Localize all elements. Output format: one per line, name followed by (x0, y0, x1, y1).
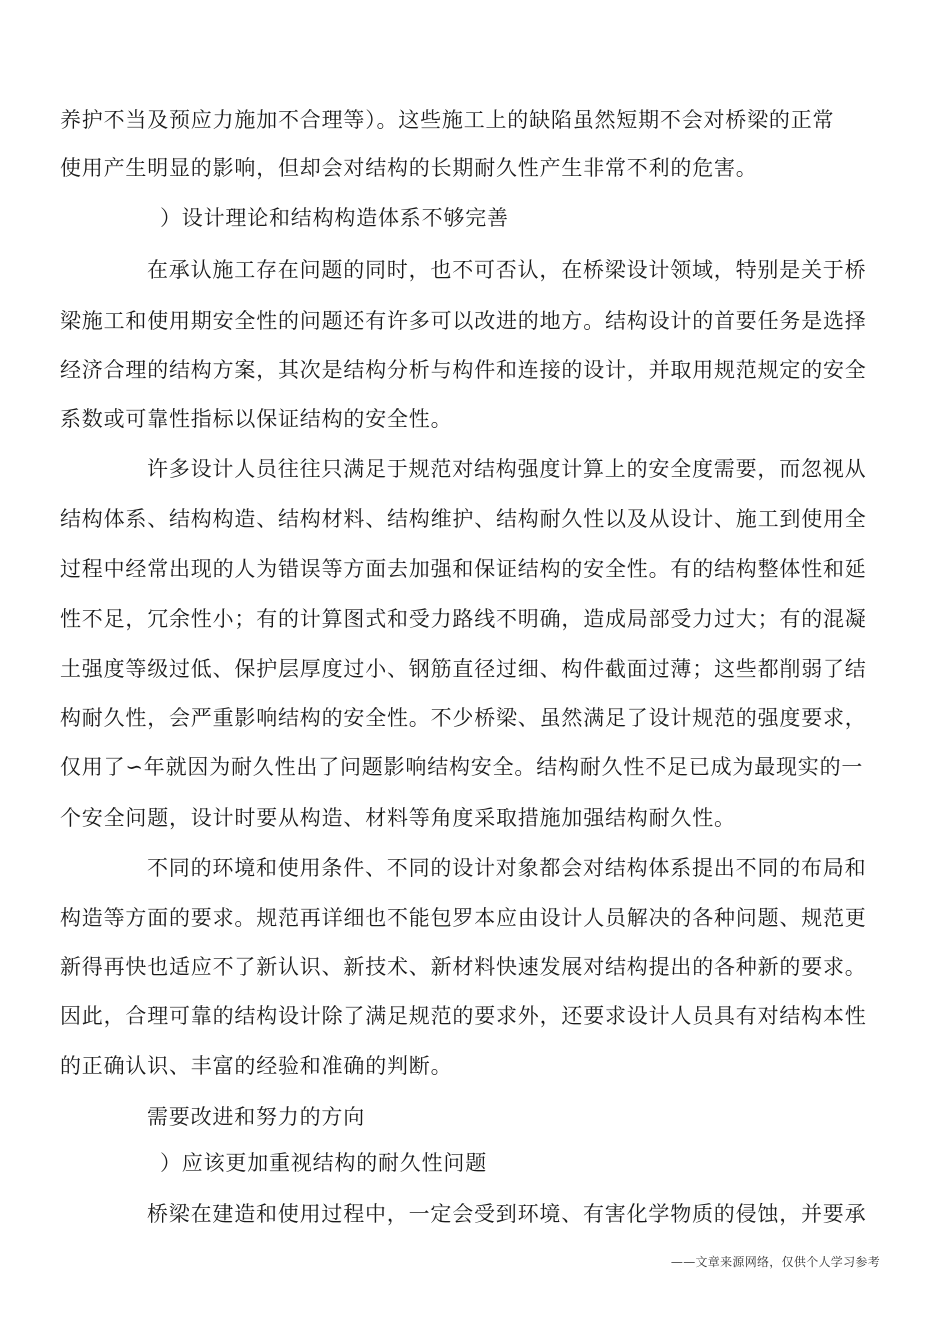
text-line: 个安全问题，设计时要从构造、材料等角度采取措施加强结构耐久性。 (60, 806, 736, 830)
text-line: 仅用了∽年就因为耐久性出了问题影响结构安全。结构耐久性不足已成为最现实的一 (60, 755, 864, 779)
paragraph-first-line: 许多设计人员往往只满足于规范对结构强度计算上的安全度需要，而忽视从 (147, 457, 867, 481)
section-heading: ）设计理论和结构构造体系不够完善 (160, 206, 509, 230)
text-line: 性不足，冗余性小；有的计算图式和受力路线不明确，造成局部受力过大；有的混凝 (60, 607, 867, 631)
text-line: 梁施工和使用期安全性的问题还有许多可以改进的地方。结构设计的首要任务是选择 (60, 309, 867, 333)
text-line: 使用产生明显的影响，但却会对结构的长期耐久性产生非常不利的危害。 (60, 156, 758, 180)
text-line: 新得再快也适应不了新认识、新技术、新材料快速发展对结构提出的各种新的要求。 (60, 955, 867, 979)
paragraph-first-line: 桥梁在建造和使用过程中，一定会受到环境、有害化学物质的侵蚀，并要承 (147, 1202, 867, 1226)
section-heading: 需要改进和努力的方向 (147, 1105, 365, 1129)
text-line: 构造等方面的要求。规范再详细也不能包罗本应由设计人员解决的各种问题、规范更 (60, 906, 867, 930)
paragraph-first-line: 不同的环境和使用条件、不同的设计对象都会对结构体系提出不同的布局和 (147, 856, 867, 880)
text-line: 因此，合理可靠的结构设计除了满足规范的要求外，还要求设计人员具有对结构本性 (60, 1004, 867, 1028)
text-line: 土强度等级过低、保护层厚度过小、钢筋直径过细、构件截面过薄；这些都削弱了结 (60, 657, 867, 681)
text-line: 养护不当及预应力施加不合理等）。这些施工上的缺陷虽然短期不会对桥梁的正常 (60, 108, 835, 132)
text-line: 系数或可靠性指标以保证结构的安全性。 (60, 407, 453, 431)
text-line: 结构体系、结构构造、结构材料、结构维护、结构耐久性以及从设计、施工到使用全 (60, 507, 867, 531)
footer-note: ——文章来源网络，仅供个人学习参考 (670, 1255, 880, 1269)
text-line: 的正确认识、丰富的经验和准确的判断。 (60, 1054, 453, 1078)
paragraph-first-line: 在承认施工存在问题的同时，也不可否认，在桥梁设计领域，特别是关于桥 (147, 258, 867, 282)
text-line: 过程中经常出现的人为错误等方面去加强和保证结构的安全性。有的结构整体性和延 (60, 557, 867, 581)
text-line: 经济合理的结构方案，其次是结构分析与构件和连接的设计，并取用规范规定的安全 (60, 358, 867, 382)
section-subheading: ）应该更加重视结构的耐久性问题 (160, 1151, 487, 1175)
text-line: 构耐久性，会严重影响结构的安全性。不少桥梁、虽然满足了设计规范的强度要求， (60, 706, 867, 730)
